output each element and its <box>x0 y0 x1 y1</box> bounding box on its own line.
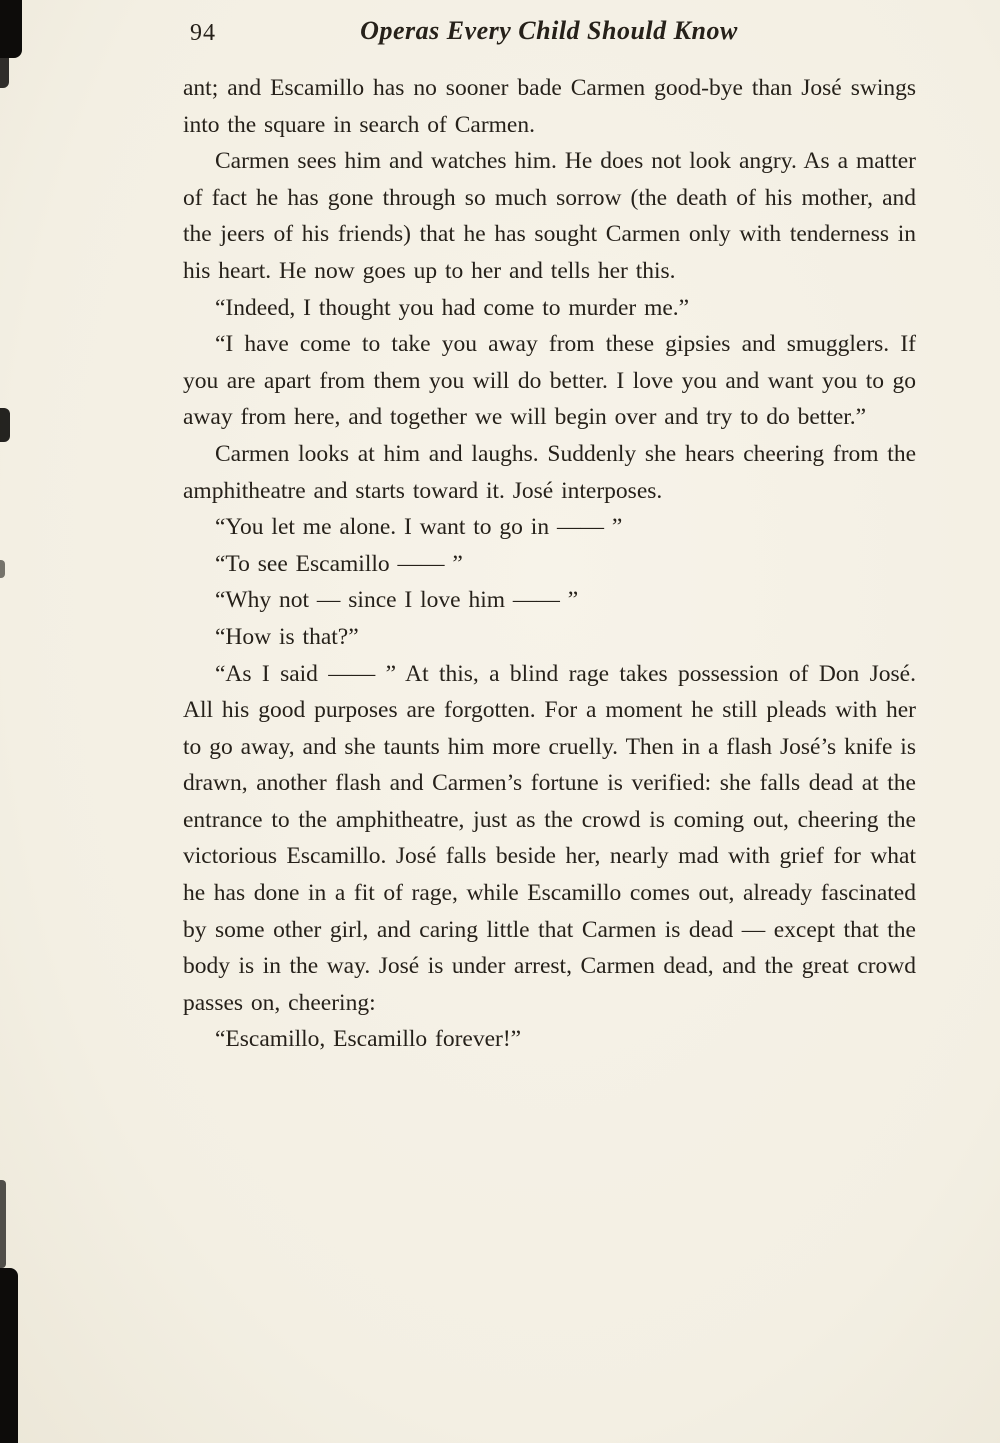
page-number: 94 <box>190 20 216 46</box>
scan-artifact-mid-left <box>0 408 10 442</box>
paragraph-9: “How is that?” <box>215 623 359 650</box>
paragraph-6: “You let me alone. I want to go in —— ” <box>215 514 623 541</box>
page-header <box>0 16 1000 56</box>
scan-artifact-bottom-left-2 <box>0 1180 6 1268</box>
scan-artifact-mid-left-2 <box>0 560 5 578</box>
paragraph-3: “Indeed, I thought you had come to murder me.” <box>215 294 690 321</box>
text-block <box>183 70 916 1058</box>
paragraph-5: Carmen looks at him and laughs. Suddenly she hears cheering from the amphitheatre and starts toward it. José interposes. <box>183 440 916 504</box>
scan-artifact-bottom-left <box>0 1268 18 1443</box>
paragraph-10: “As I said —— ” At this, a blind rage takes possession of Don José. All his good purposes are forgotten. For a moment he still pleads with her to go away, and she taunts him more cruelly. Then in a flash José’s knife is drawn, another flash and Carmen’s fortune is verified: she falls dead at the entrance to the amphitheatre, just as the crowd is coming out, cheering the victorious Escamillo. José falls beside her, nearly mad with grief for what he has done in a fit of rage, while Escamillo comes out, already fascinated by some other girl, and caring little that Carmen is dead — except that the body is in the way. José is under arrest, Carmen dead, and the great crowd passes on, cheering: <box>183 660 916 1016</box>
paragraph-4: “I have come to take you away from these gipsies and smugglers. If you are apart from them you will do better. I love you and want you to go away from here, and together we will begin over and try to do better.” <box>183 331 916 431</box>
running-title: Operas Every Child Should Know <box>360 16 738 45</box>
paragraph-1: ant; and Escamillo has no sooner bade Carmen good-bye than José swings into the square in search of Carmen. <box>183 75 916 138</box>
paragraph-2: Carmen sees him and watches him. He does not look angry. As a matter of fact he has gone through so much sorrow (the death of his mother, and the jeers of his friends) that he has sought Carmen only with tenderness in his heart. He now goes up to her and tells her this. <box>183 148 916 284</box>
paragraph-7: “To see Escamillo —— ” <box>215 550 463 577</box>
paragraph-8: “Why not — since I love him —— ” <box>215 587 579 614</box>
paragraph-11: “Escamillo, Escamillo forever!” <box>215 1026 522 1053</box>
scan-artifact-top-left-2 <box>0 58 9 88</box>
